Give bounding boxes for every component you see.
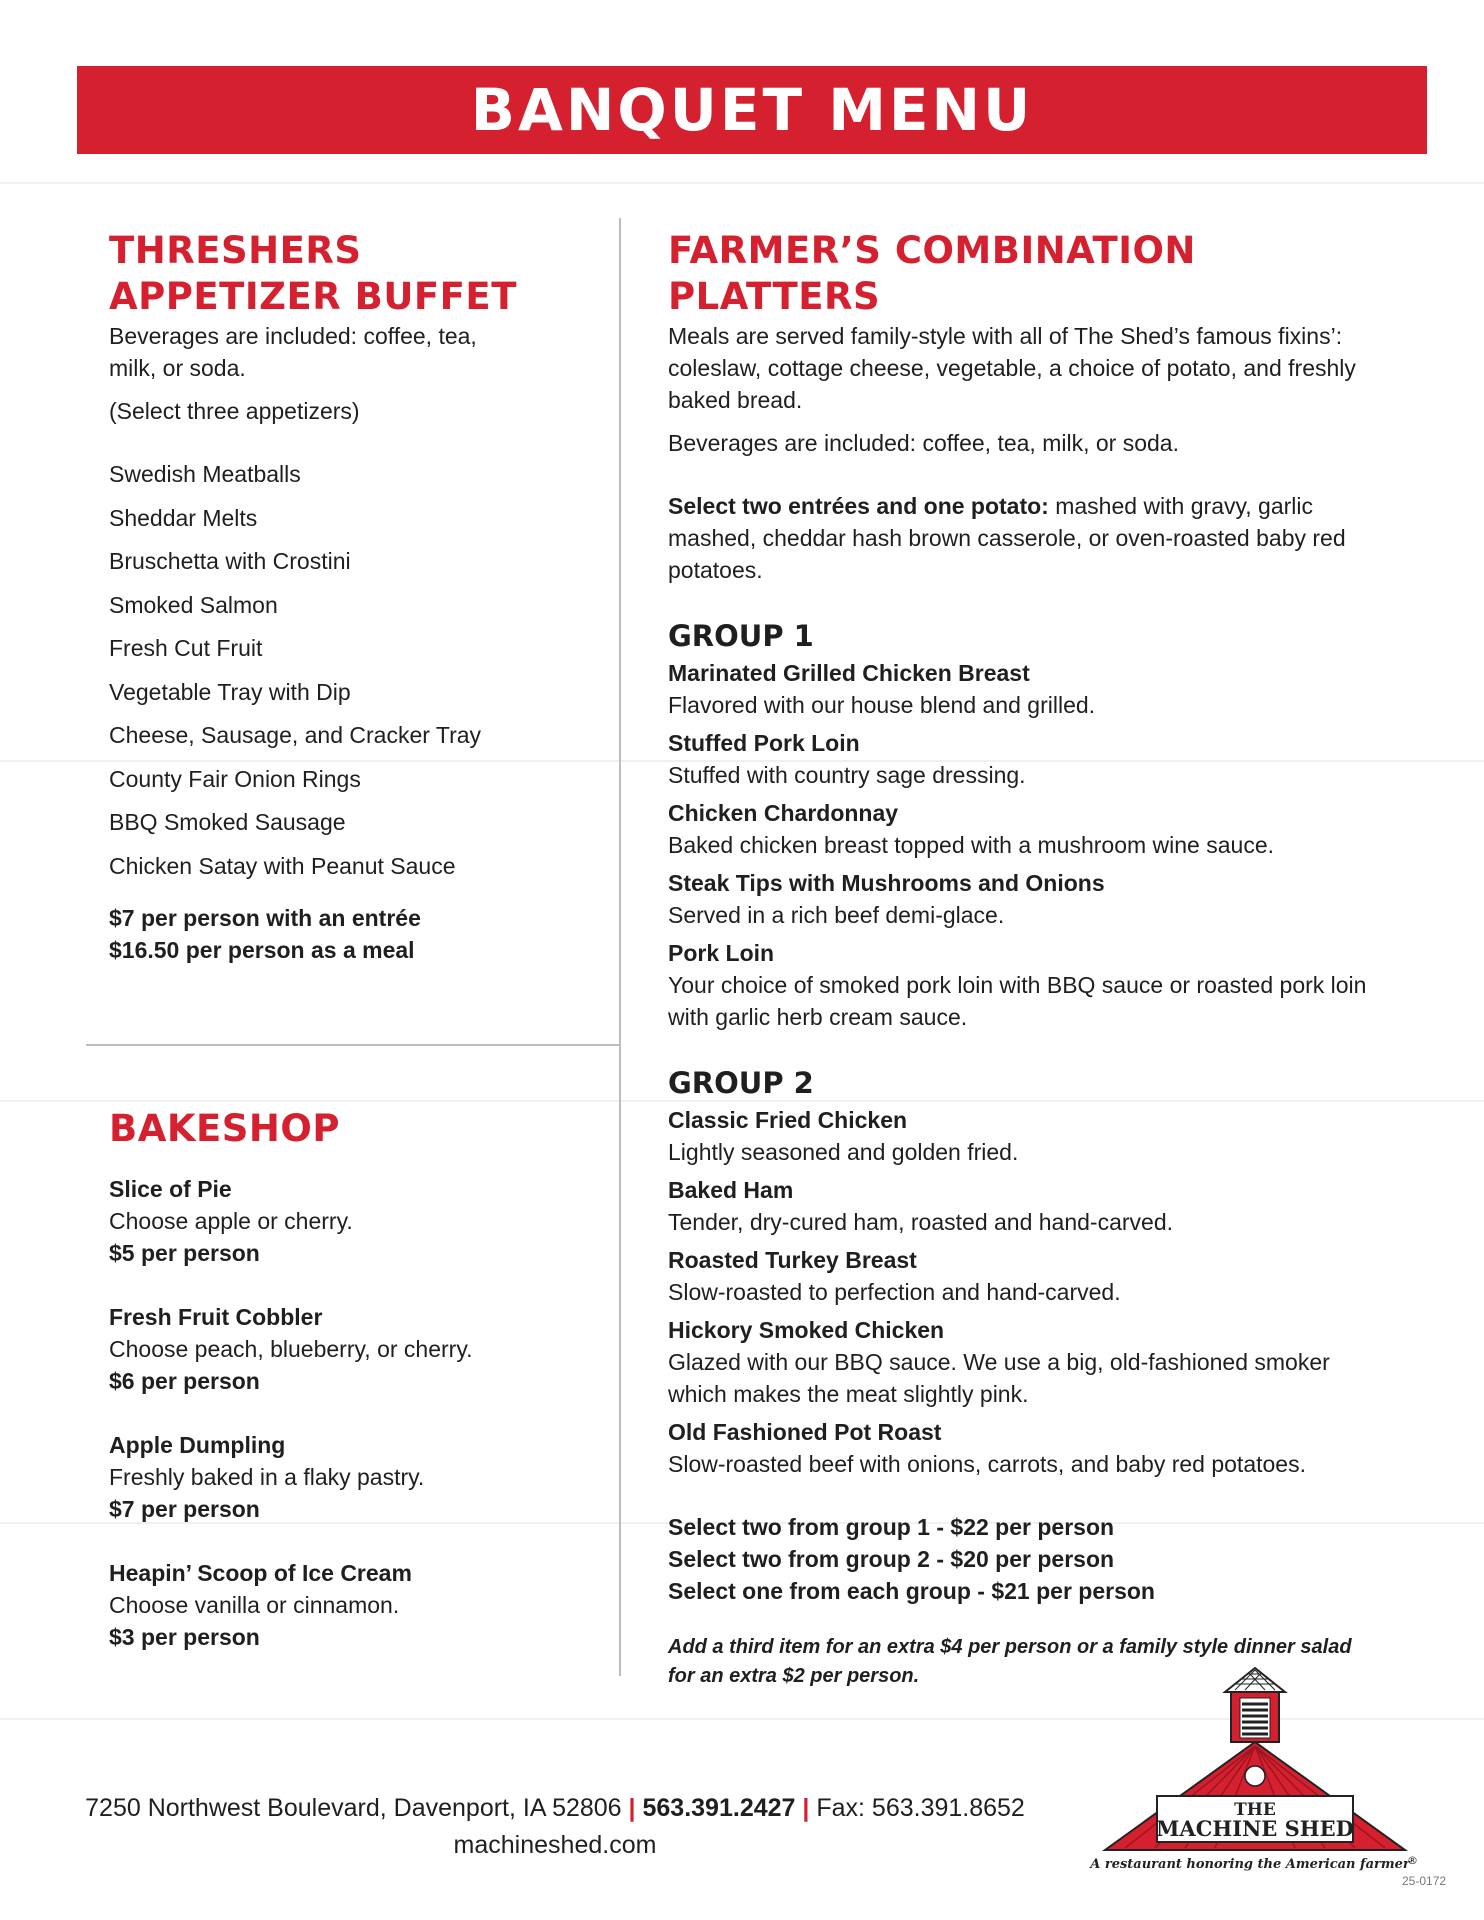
item-name: Baked Ham (668, 1177, 794, 1203)
list-item: Chicken Satay with Peanut Sauce (109, 852, 456, 879)
item-desc: Choose apple or cherry. (109, 1208, 353, 1234)
item-name: Old Fashioned Pot Roast (668, 1419, 942, 1445)
threshers-title (109, 228, 599, 320)
item-desc: Stuffed with country sage dressing. (668, 762, 1026, 788)
logo-line1: THE (1234, 1800, 1276, 1820)
left-column (109, 228, 599, 1650)
column-divider (619, 218, 621, 1676)
item-name: Marinated Grilled Chicken Breast (668, 660, 1030, 686)
document-code: 25-0172 (1402, 1874, 1447, 1888)
group-pricing (668, 1511, 1378, 1607)
item-price: $7 per person (109, 1496, 260, 1522)
threshers-beverages: Beverages are included: coffee, tea, milk, or soda. (109, 323, 477, 381)
list-item: Bruschetta with Crostini (109, 548, 351, 574)
item-name: Roasted Turkey Breast (668, 1247, 917, 1273)
item-name: Hickory Smoked Chicken (668, 1317, 945, 1343)
item-name: Chicken Chardonnay (668, 800, 899, 826)
logo-line2: MACHINE SHED (1156, 1816, 1354, 1841)
bakeshop-section (109, 1106, 599, 1653)
website: machineshed.com (453, 1831, 657, 1859)
registered-mark: ® (1407, 1854, 1418, 1867)
pricing-line: Select one from each group - $21 per person (668, 1578, 1155, 1604)
threshers-section (109, 228, 599, 966)
pricing-line: Select two from group 2 - $20 per person (668, 1546, 1115, 1572)
item-desc: Your choice of smoked pork loin with BBQ sauce or roasted pork loin with garlic herb cream sauce. (668, 972, 1367, 1030)
group2-item (668, 1314, 1378, 1410)
list-item: Cheese, Sausage, and Cracker Tray (109, 722, 482, 748)
item-desc: Lightly seasoned and golden fried. (668, 1139, 1019, 1165)
list-item: BBQ Smoked Sausage (109, 809, 346, 835)
item-price: $5 per person (109, 1240, 260, 1266)
platters-title: FARMER’S COMBINATION PLATTERS (668, 229, 1196, 318)
item-name: Apple Dumpling (109, 1432, 286, 1458)
background-plank (0, 182, 1484, 184)
pricing-line: Select two from group 1 - $22 per person (668, 1514, 1115, 1540)
threshers-title-line2: APPETIZER BUFFET (109, 275, 517, 318)
item-desc: Baked chicken breast topped with a mushroom wine sauce. (668, 832, 1274, 858)
platters-beverages: Beverages are included: coffee, tea, milk, or soda. (668, 430, 1179, 456)
footer-contact (0, 1790, 1110, 1864)
select-note-bold: Select two entrées and one potato: (668, 493, 1049, 519)
banner (77, 66, 1427, 154)
list-item: Sheddar Melts (109, 504, 258, 531)
page-title: BANQUET MENU (470, 76, 1034, 144)
group1-item (668, 937, 1378, 1033)
platters-select-note (668, 490, 1378, 586)
group2-item (668, 1104, 1378, 1168)
separator: | (802, 1794, 810, 1822)
threshers-title-line1: THRESHERS (109, 229, 362, 272)
phone: 563.391.2427 (642, 1794, 796, 1822)
address: 7250 Northwest Boulevard, Davenport, IA 52806 (85, 1794, 622, 1822)
item-name: Slice of Pie (109, 1176, 232, 1202)
item-name: Classic Fried Chicken (668, 1107, 908, 1133)
item-desc: Freshly baked in a flaky pastry. (109, 1464, 425, 1490)
item-name: Fresh Fruit Cobbler (109, 1304, 323, 1330)
list-item: Fresh Cut Fruit (109, 635, 263, 661)
item-desc: Flavored with our house blend and grilled. (668, 692, 1096, 718)
list-item: County Fair Onion Rings (109, 765, 361, 792)
item-desc: Choose peach, blueberry, or cherry. (109, 1336, 473, 1362)
bakeshop-item (109, 1557, 599, 1653)
item-desc: Slow-roasted beef with onions, carrots, and baby red potatoes. (668, 1451, 1306, 1477)
fax: Fax: 563.391.8652 (816, 1794, 1025, 1822)
price-as-meal: $16.50 per person as a meal (109, 936, 415, 963)
addon-note: Add a third item for an extra $4 per person or a family style dinner salad for an extra $2 per person. (668, 1636, 1352, 1687)
appetizer-list (109, 458, 599, 882)
price-with-entree: $7 per person with an entrée (109, 904, 421, 931)
list-item: Vegetable Tray with Dip (109, 678, 351, 705)
section-divider (86, 1044, 620, 1046)
list-item: Smoked Salmon (109, 591, 278, 618)
bakeshop-item (109, 1301, 599, 1397)
item-name: Stuffed Pork Loin (668, 730, 860, 756)
footer-line1 (0, 1790, 1110, 1827)
item-price: $3 per person (109, 1624, 260, 1650)
group1-item (668, 797, 1378, 861)
group2-item (668, 1174, 1378, 1238)
group2-item (668, 1416, 1378, 1480)
group2-title: GROUP 2 (668, 1066, 814, 1100)
select-note-rest: mashed with gravy, garlic mashed, cheddar hash brown casserole, or oven-roasted baby red potatoes. (668, 493, 1346, 583)
threshers-select-note: (Select three appetizers) (109, 398, 360, 424)
machine-shed-logo (1085, 1660, 1425, 1880)
group1-item (668, 727, 1378, 791)
right-column (668, 228, 1378, 1711)
item-desc: Choose vanilla or cinnamon. (109, 1592, 400, 1618)
platters-intro: Meals are served family-style with all of The Shed’s famous fixins’: coleslaw, cottage cheese, vegetable, a choice of potato, and freshly baked bread. (668, 323, 1356, 413)
item-name: Pork Loin (668, 940, 775, 966)
item-price: $6 per person (109, 1368, 260, 1394)
list-item: Swedish Meatballs (109, 461, 301, 487)
group1-item (668, 867, 1378, 931)
item-desc: Tender, dry-cured ham, roasted and hand-carved. (668, 1209, 1174, 1235)
group2-item (668, 1244, 1378, 1308)
separator: | (628, 1794, 636, 1822)
item-desc: Served in a rich beef demi-glace. (668, 902, 1005, 928)
bakeshop-item (109, 1429, 599, 1525)
group1-title: GROUP 1 (668, 619, 814, 653)
bakeshop-title: BAKESHOP (109, 1107, 340, 1150)
item-desc: Slow-roasted to perfection and hand-carved. (668, 1279, 1121, 1305)
item-name: Heapin’ Scoop of Ice Cream (109, 1560, 412, 1586)
logo-tagline: A restaurant honoring the American farmer (1090, 1857, 1410, 1872)
item-desc: Glazed with our BBQ sauce. We use a big, old-fashioned smoker which makes the meat slightly pink. (668, 1349, 1330, 1407)
bakeshop-item (109, 1173, 599, 1269)
item-name: Steak Tips with Mushrooms and Onions (668, 870, 1105, 896)
group1-item (668, 657, 1378, 721)
